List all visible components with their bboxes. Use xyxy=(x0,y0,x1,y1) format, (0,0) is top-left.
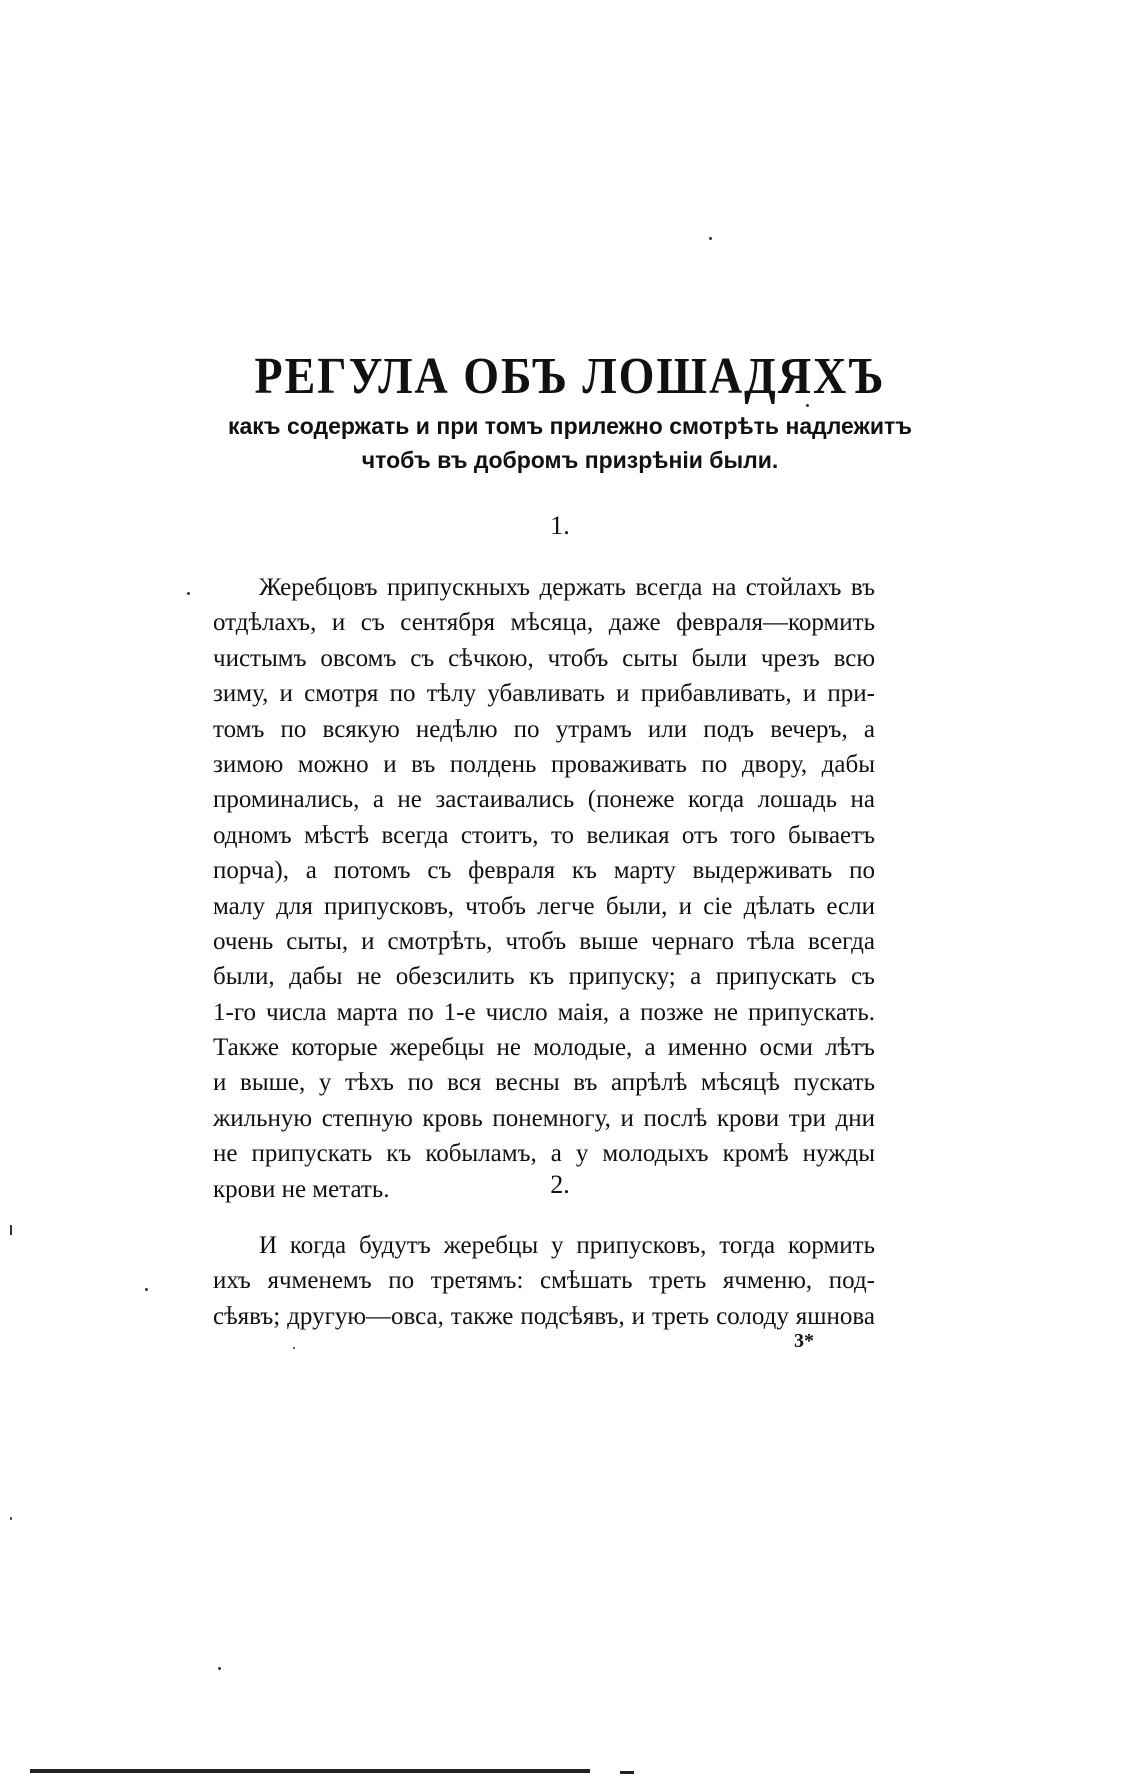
paragraph-line: одномъ мѣстѣ всегда стоитъ, то великая отъ того бываетъ xyxy=(213,821,875,849)
paragraph-line: зиму, и смотря по тѣлу убавливать и прибавливать, и при- xyxy=(213,680,875,708)
subtitle-line-2: чтобъ въ добромъ призрѣніи были. xyxy=(361,447,779,473)
page-title: РЕГУЛА ОБЪ ЛОШАДЯХЪ xyxy=(254,347,886,405)
scan-speck xyxy=(10,1517,12,1520)
paragraph-line: Также которые жеребцы не молодые, а именно осми лѣтъ xyxy=(213,1034,875,1062)
paragraph-line: 1-го числа марта по 1-е число маія, а позже не припускать. xyxy=(213,998,875,1026)
paragraph-line: проминались, а не застаивались (понеже когда лошадь на xyxy=(213,786,875,814)
paragraph-line: не припускать къ кобыламъ, а у молодыхъ кромѣ нужды xyxy=(213,1140,875,1168)
section-2-paragraph xyxy=(213,1228,875,1334)
paragraph-line: крови не метать. xyxy=(213,1175,390,1203)
paragraph-line: чистымъ овсомъ съ сѣчкою, чтобъ сыты были чрезъ всю xyxy=(213,644,875,672)
scan-edge-line xyxy=(30,1769,590,1773)
scan-speck xyxy=(806,404,809,407)
paragraph-line: очень сыты, и смотрѣть, чтобъ выше чернаго тѣла всегда xyxy=(213,927,875,955)
paragraph-line: И когда будутъ жеребцы у припусковъ, тогда кормить xyxy=(259,1232,875,1259)
paragraph-line: ихъ ячменемъ по третямъ: смѣшать треть ячменю, под- xyxy=(213,1267,875,1295)
scan-speck xyxy=(187,592,190,595)
scan-speck xyxy=(10,1225,12,1235)
paragraph-line: порча), а потомъ съ февраля къ марту выдерживать по xyxy=(213,857,875,885)
scan-speck xyxy=(145,1288,148,1291)
scan-speck xyxy=(218,1667,221,1670)
paragraph-line: томъ по всякую недѣлю по утрамъ или подъ вечеръ, а xyxy=(213,715,875,743)
paragraph-line: зимою можно и въ полдень проваживать по двору, дабы xyxy=(213,750,875,778)
scan-edge-line xyxy=(620,1771,634,1774)
paragraph-line: Жеребцовъ припускныхъ держать всегда на стойлахъ въ xyxy=(259,574,875,601)
section-1-paragraph xyxy=(213,570,875,1207)
paragraph-line: отдѣлахъ, и съ сентября мѣсяца, даже февраля—кормить xyxy=(213,609,875,637)
signature-mark: 3* xyxy=(794,1330,814,1352)
paragraph-line: жильную степную кровь понемногу, и послѣ крови три дни xyxy=(213,1104,875,1132)
paragraph-line: и выше, у тѣхъ по вся весны въ апрѣлѣ мѣсяцѣ пускать xyxy=(213,1069,875,1097)
scan-speck xyxy=(709,237,712,240)
subtitle-line-1: какъ содержать и при томъ прилежно смотрѣть надлежитъ xyxy=(227,413,912,439)
paragraph-line: сѣявъ; другую—овса, также подсѣявъ, и треть солоду яшнова xyxy=(213,1302,875,1330)
scan-speck xyxy=(293,1347,295,1349)
paragraph-line: были, дабы не обезсилить къ припуску; а припускать съ xyxy=(213,963,875,991)
paragraph-line: малу для припусковъ, чтобъ легче были, и сіе дѣлать если xyxy=(213,892,875,920)
section-number-1: 1. xyxy=(550,511,570,540)
section-number-2: 2. xyxy=(550,1170,570,1199)
